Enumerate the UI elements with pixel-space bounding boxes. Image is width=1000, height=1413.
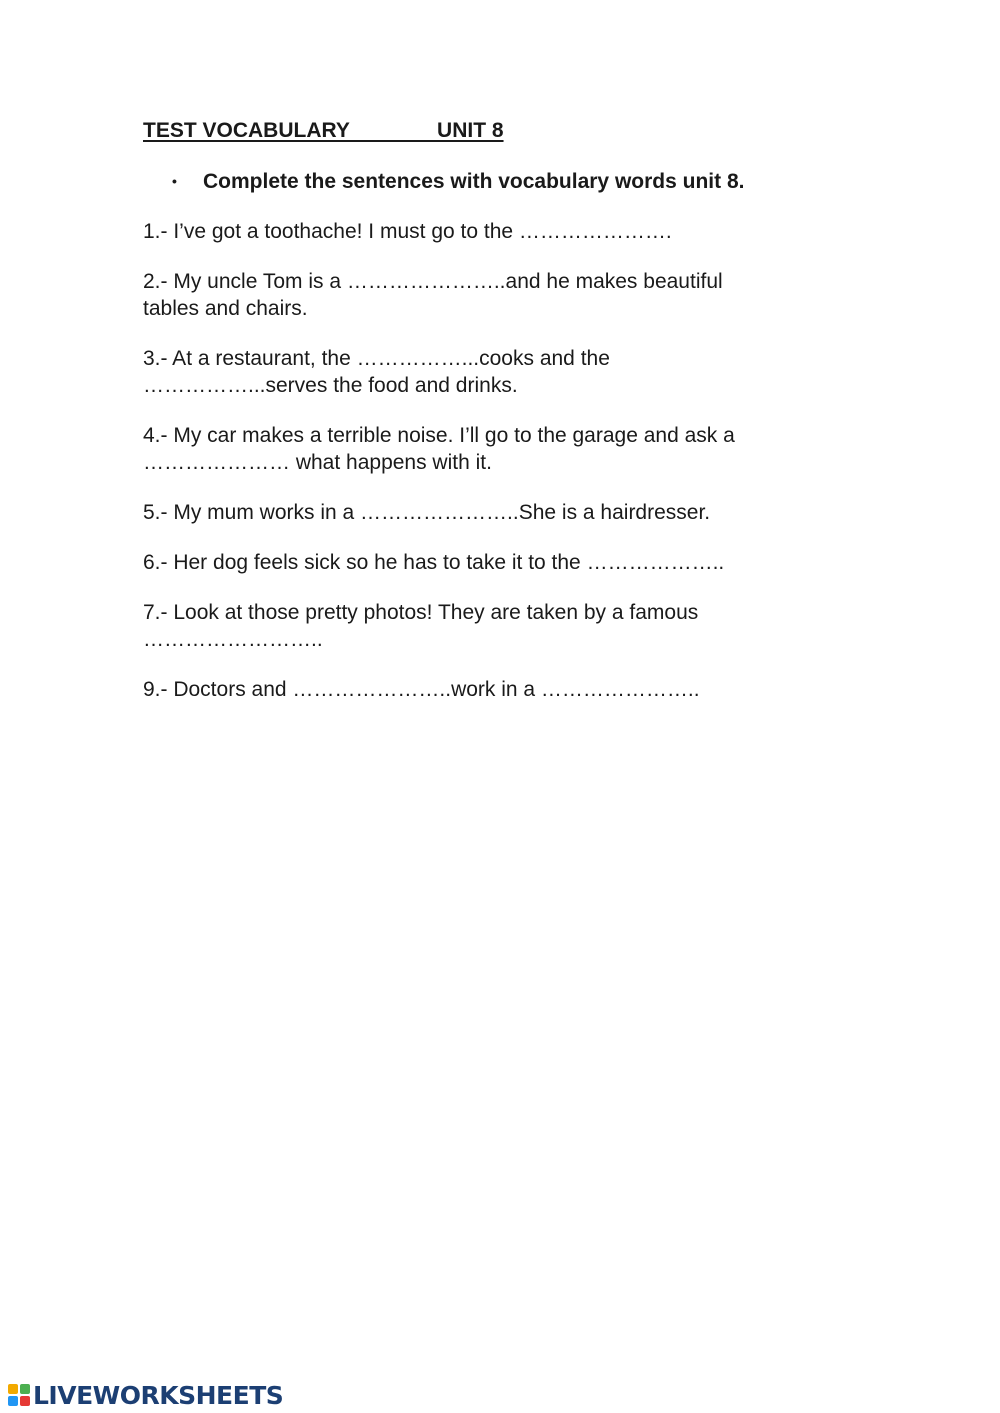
question-7: 7.- Look at those pretty photos! They are taken by a famous …………………….. <box>143 601 699 651</box>
logo-text: LIVEWORKSHEETS <box>33 1380 284 1410</box>
question-1: 1.- I’ve got a toothache! I must go to the …………………. <box>143 220 672 243</box>
instruction <box>172 170 744 194</box>
question-list <box>143 218 833 726</box>
logo-square-3 <box>8 1396 18 1406</box>
question-5: 5.- My mum works in a …………………..She is a hairdresser. <box>143 501 711 524</box>
logo-square-2 <box>20 1384 30 1394</box>
logo-square-1 <box>8 1384 18 1394</box>
bullet-icon: • <box>172 173 177 189</box>
question-3: 3.- At a restaurant, the ……………...cooks and the ……………...serves the food and drinks. <box>143 347 610 397</box>
question-2: 2.- My uncle Tom is a …………………..and he makes beautiful tables and chairs. <box>143 270 723 320</box>
question-4: 4.- My car makes a terrible noise. I’ll go to the garage and ask a ………………… what happens with it. <box>143 424 735 474</box>
question-6: 6.- Her dog feels sick so he has to take it to the ……………….. <box>143 551 725 574</box>
worksheet-title: TEST VOCABULARY UNIT 8 <box>143 119 504 142</box>
instruction-text: Complete the sentences with vocabulary words unit 8. <box>203 170 745 193</box>
liveworksheets-logo[interactable] <box>8 1381 283 1409</box>
question-9: 9.- Doctors and …………………..work in a ………………….. <box>143 678 700 701</box>
liveworksheets-logo-icon <box>8 1384 30 1406</box>
logo-square-4 <box>20 1396 30 1406</box>
